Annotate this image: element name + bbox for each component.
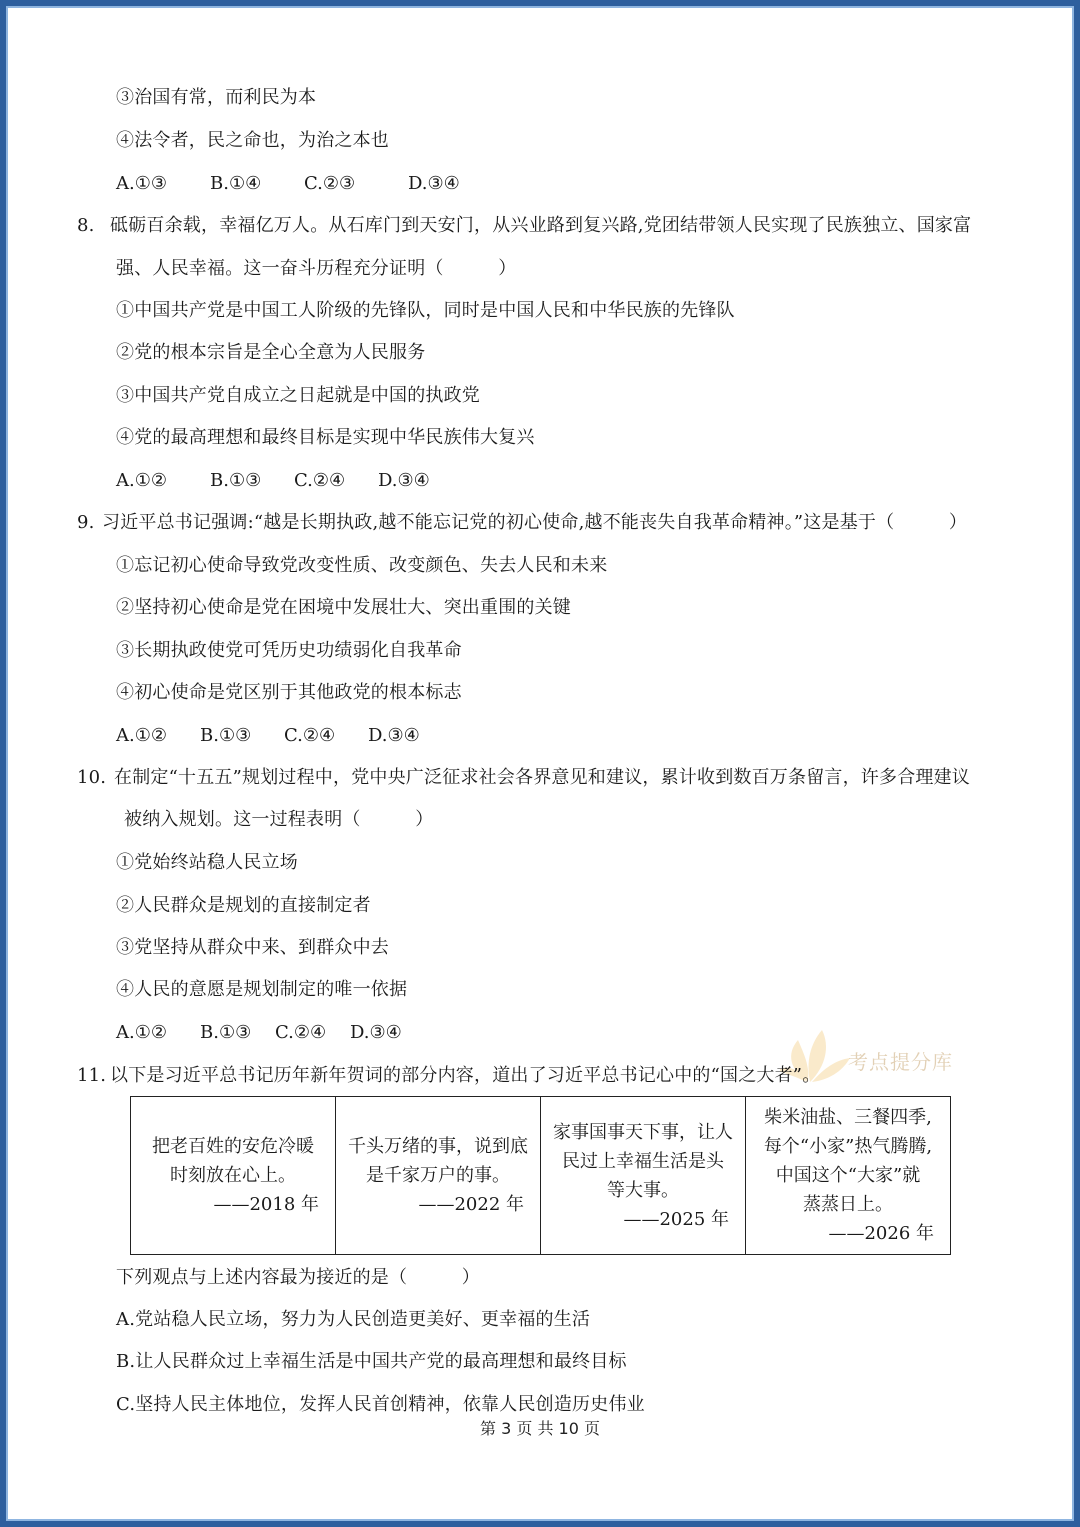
q9-stem-line1: 习近平总书记强调:“越是长期执政,越不能忘记党的初心使命,越不能丧失自我革命精神。”这是基于（ ） xyxy=(102,512,968,533)
choice-c: C.②③ xyxy=(304,173,356,194)
q10-stem-line1: 在制定“十五五”规划过程中，党中央广泛征求社会各界意见和建议，累计收到数百万条留言，许多合理建议 xyxy=(114,767,970,788)
q11-stem-line1: 以下是习近平总书记历年新年贺词的部分内容，道出了习近平总书记心中的“国之大者”。 xyxy=(110,1065,821,1086)
choice-a: A.①② xyxy=(116,1022,167,1043)
watermark-text: 考点提分库 xyxy=(848,1050,953,1074)
q10-stem xyxy=(77,766,970,790)
choice-c: C.②④ xyxy=(294,470,346,491)
quotes-table xyxy=(130,1096,951,1255)
choice-a: A.①② xyxy=(116,470,167,491)
quote-line: 时刻放在心上。 xyxy=(170,1165,296,1186)
q10-stem-line2: 被纳入规划。这一过程表明（ ） xyxy=(124,809,434,830)
q10-option-4: ④人民的意愿是规划制定的唯一依据 xyxy=(116,979,408,1000)
q10-option-3: ③党坚持从群众中来、到群众中去 xyxy=(116,937,389,958)
quote-line: 等大事。 xyxy=(607,1179,679,1201)
choice-d: D.③④ xyxy=(368,725,420,746)
quote-line: 民过上幸福生活是头 xyxy=(562,1150,724,1172)
quote-line: 柴米油盐、三餐四季, xyxy=(764,1107,932,1128)
quote-cell-2022 xyxy=(336,1097,541,1255)
choice-b: B.①③ xyxy=(210,470,262,491)
q9-option-1: ①忘记初心使命导致党改变性质、改变颜色、失去人民和未来 xyxy=(116,555,608,576)
choice-c: C.②④ xyxy=(284,725,336,746)
q11-option-c: C.坚持人民主体地位，发挥人民首创精神，依靠人民创造历史伟业 xyxy=(116,1394,645,1415)
quote-year: ——2026 年 xyxy=(828,1223,934,1244)
q9-option-3: ③长期执政使党可凭历史功绩弱化自我革命 xyxy=(116,640,462,661)
choice-d: D.③④ xyxy=(350,1022,402,1043)
quote-year: ——2025 年 xyxy=(623,1208,729,1230)
choice-b: B.①③ xyxy=(200,725,252,746)
choice-a: A.①③ xyxy=(116,173,167,194)
q7-option-4: ④法令者，民之命也，为治之本也 xyxy=(116,130,389,151)
choice-a: A.①② xyxy=(116,725,167,746)
quote-line: 家事国事天下事，让人 xyxy=(553,1121,733,1143)
q11-option-a: A.党站稳人民立场，努力为人民创造更美好、更幸福的生活 xyxy=(116,1309,591,1330)
q11-option-b: B.让人民群众过上幸福生活是中国共产党的最高理想和最终目标 xyxy=(116,1351,627,1372)
q7-choices xyxy=(116,172,460,196)
quote-year: ——2018 年 xyxy=(213,1194,319,1215)
q9-stem xyxy=(77,511,967,535)
q8-option-3: ③中国共产党自成立之日起就是中国的执政党 xyxy=(116,385,480,406)
q10-option-2: ②人民群众是规划的直接制定者 xyxy=(116,895,371,916)
q8-choices xyxy=(116,469,430,493)
page-footer: 第 3 页 共 10 页 xyxy=(480,1419,600,1438)
q9-number: 9. xyxy=(77,512,95,533)
q8-option-2: ②党的根本宗旨是全心全意为人民服务 xyxy=(116,342,426,363)
q11-question: 下列观点与上述内容最为接近的是（ ） xyxy=(116,1267,480,1288)
quote-line: 中国这个“大家”就 xyxy=(775,1165,921,1186)
q10-number: 10. xyxy=(77,767,107,788)
q9-option-4: ④初心使命是党区别于其他政党的根本标志 xyxy=(116,682,462,703)
quote-cell-2026 xyxy=(746,1097,951,1255)
quote-line: 把老百姓的安危冷暖 xyxy=(152,1136,314,1157)
quote-year: ——2022 年 xyxy=(418,1194,524,1215)
choice-d: D.③④ xyxy=(408,173,460,194)
quote-line: 每个“小家”热气腾腾, xyxy=(763,1136,933,1157)
q10-option-1: ①党始终站稳人民立场 xyxy=(116,852,298,873)
choice-b: B.①③ xyxy=(200,1022,252,1043)
q9-option-2: ②坚持初心使命是党在困境中发展壮大、突出重围的关键 xyxy=(116,597,571,618)
q10-choices xyxy=(116,1021,402,1045)
quote-line: 蒸蒸日上。 xyxy=(803,1194,893,1215)
choice-d: D.③④ xyxy=(378,470,430,491)
q8-stem-line1: 砥砺百余载，幸福亿万人。从石库门到天安门，从兴业路到复兴路,党团结带领人民实现了民族独立、国家富 xyxy=(110,215,972,236)
q8-stem-line2: 强、人民幸福。这一奋斗历程充分证明（ ） xyxy=(116,258,517,279)
quote-line: 千头万绪的事，说到底 xyxy=(348,1136,528,1157)
table-row xyxy=(131,1097,951,1255)
q8-stem xyxy=(77,214,971,238)
quote-line: 是千家万户的事。 xyxy=(366,1165,510,1186)
q7-option-3: ③治国有常，而利民为本 xyxy=(116,87,317,108)
q8-option-4: ④党的最高理想和最终目标是实现中华民族伟大复兴 xyxy=(116,427,535,448)
choice-c: C.②④ xyxy=(275,1022,327,1043)
q8-number: 8. xyxy=(77,215,95,236)
choice-b: B.①④ xyxy=(210,173,262,194)
q8-option-1: ①中国共产党是中国工人阶级的先锋队，同时是中国人民和中华民族的先锋队 xyxy=(116,300,735,321)
q11-number: 11. xyxy=(77,1065,107,1086)
quote-cell-2025 xyxy=(541,1097,746,1255)
q11-stem xyxy=(77,1064,820,1088)
quote-cell-2018 xyxy=(131,1097,336,1255)
q9-choices xyxy=(116,724,420,748)
